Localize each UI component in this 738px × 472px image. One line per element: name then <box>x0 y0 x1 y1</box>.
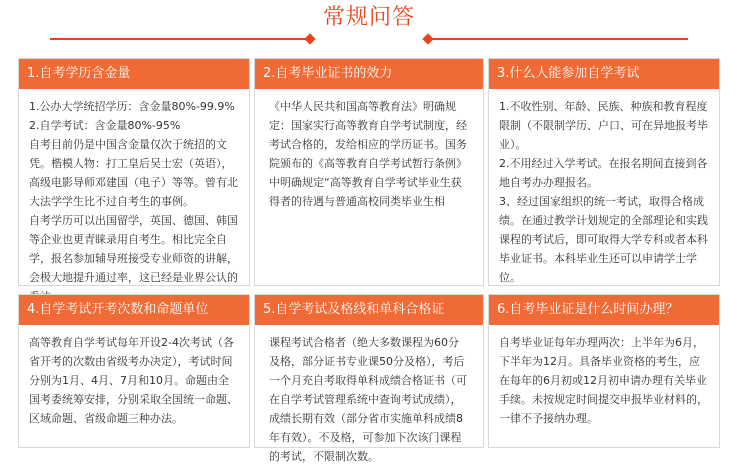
faq-card-line: 自考目前仍是中国含金量仅次于统招的文凭。楷模人物：打工皇后吴士宏（英语），高级电影导师邓建国（电子）等等。曾有北大法学学生比不过自考生的事例。 <box>29 138 238 208</box>
faq-card-line: 2.自学考试：含金量80%-95% <box>29 119 181 132</box>
faq-card-line: 自考学历可以出国留学，英国、德国、韩国等企业也更青睐录用自考生。相比完全自学，报名参加辅导班接受专业师资的讲解，会极大地提升通过率，这已经是业界公认的 <box>29 214 238 284</box>
faq-card-academic-value <box>18 58 250 286</box>
faq-card-heading: 1.自考学历含金量 <box>19 59 249 89</box>
faq-card-heading: 6.自考毕业证是什么时间办理？ <box>489 295 719 325</box>
faq-card-line: 1.公办大学统招学历：含金量80%-99.9% <box>29 100 235 113</box>
faq-card-heading: 3.什么人能参加自学考试 <box>489 59 719 89</box>
title-left-decoration <box>50 38 310 40</box>
faq-card-body <box>19 325 249 434</box>
faq-card-heading: 2.自考毕业证书的效力 <box>255 59 483 89</box>
page-header <box>0 0 738 42</box>
faq-card-line: 1.不收性别、年龄、民族、种族和教育程度限制（不限制学历、户口、可在异地报考毕业）。 <box>499 100 708 151</box>
faq-card-eligibility <box>488 58 720 286</box>
title-right-decoration <box>428 38 688 40</box>
faq-card-line: 《中华人民共和国高等教育法》明确规定：国家实行高等教育自学考试制度，经考试合格的，发给相应的学历证书。国务院颁布的《高等教育自学考试暂行条例》中明确规定“高等教育自学考试毕业生获得者的待遇与普通高校同类毕业生相 <box>269 100 467 208</box>
faq-card-certificate-validity <box>254 58 484 286</box>
page-title: 常规问答 <box>322 5 415 30</box>
faq-card-heading: 5.自学考试及格线和单科合格证 <box>255 295 483 325</box>
faq-card-passing-score <box>254 294 484 463</box>
faq-card-line: 3、经过国家组织的统一考试，取得合格成绩。在通过教学计划规定的全部理论和实践课程的考试后，即可取得大学专科或者本科毕业证书。本科毕业生还可以申请学士学位。 <box>499 195 708 284</box>
faq-card-line: 2.不用经过入学考试。在报名期间直接到各地自考办办理报名。 <box>499 157 708 189</box>
faq-card-body <box>255 89 483 217</box>
faq-card-line: 课程考试合格者（绝大多数课程为60分及格，部分证书专业课50分及格），考后一个月充自考取得单科成绩合格证书（可在自学考试管理系统中查询考试成绩），成绩长期有效（部分省市实施单科成绩8年有效）。不及格，可参加下次该门课程的考试，不限制次数。 <box>269 336 467 463</box>
faq-card-body <box>489 325 719 434</box>
faq-card-exam-schedule <box>18 294 250 448</box>
faq-card-body <box>19 89 249 312</box>
faq-card-heading: 4.自学考试开考次数和命题单位 <box>19 295 249 325</box>
faq-card-line: 自考毕业证每年办理两次：上半年为6月，下半年为12月。具备毕业资格的考生，应在每年的6月初或12月初申请办理有关毕业手续。未按规定时间提交申报毕业材料的，一律不予接纳办理。 <box>499 336 708 425</box>
faq-card-graduation-timing <box>488 294 720 448</box>
faq-card-body <box>489 89 719 293</box>
faq-card-line: 高等教育自学考试每年开设2-4次考试（各省开考的次数由省级考办决定），考试时间分别为1月、4月、7月和10月。命题由全国考委统筹安排，分别采取全国统一命题、区域命题、省级命题三种办法。 <box>29 336 238 425</box>
